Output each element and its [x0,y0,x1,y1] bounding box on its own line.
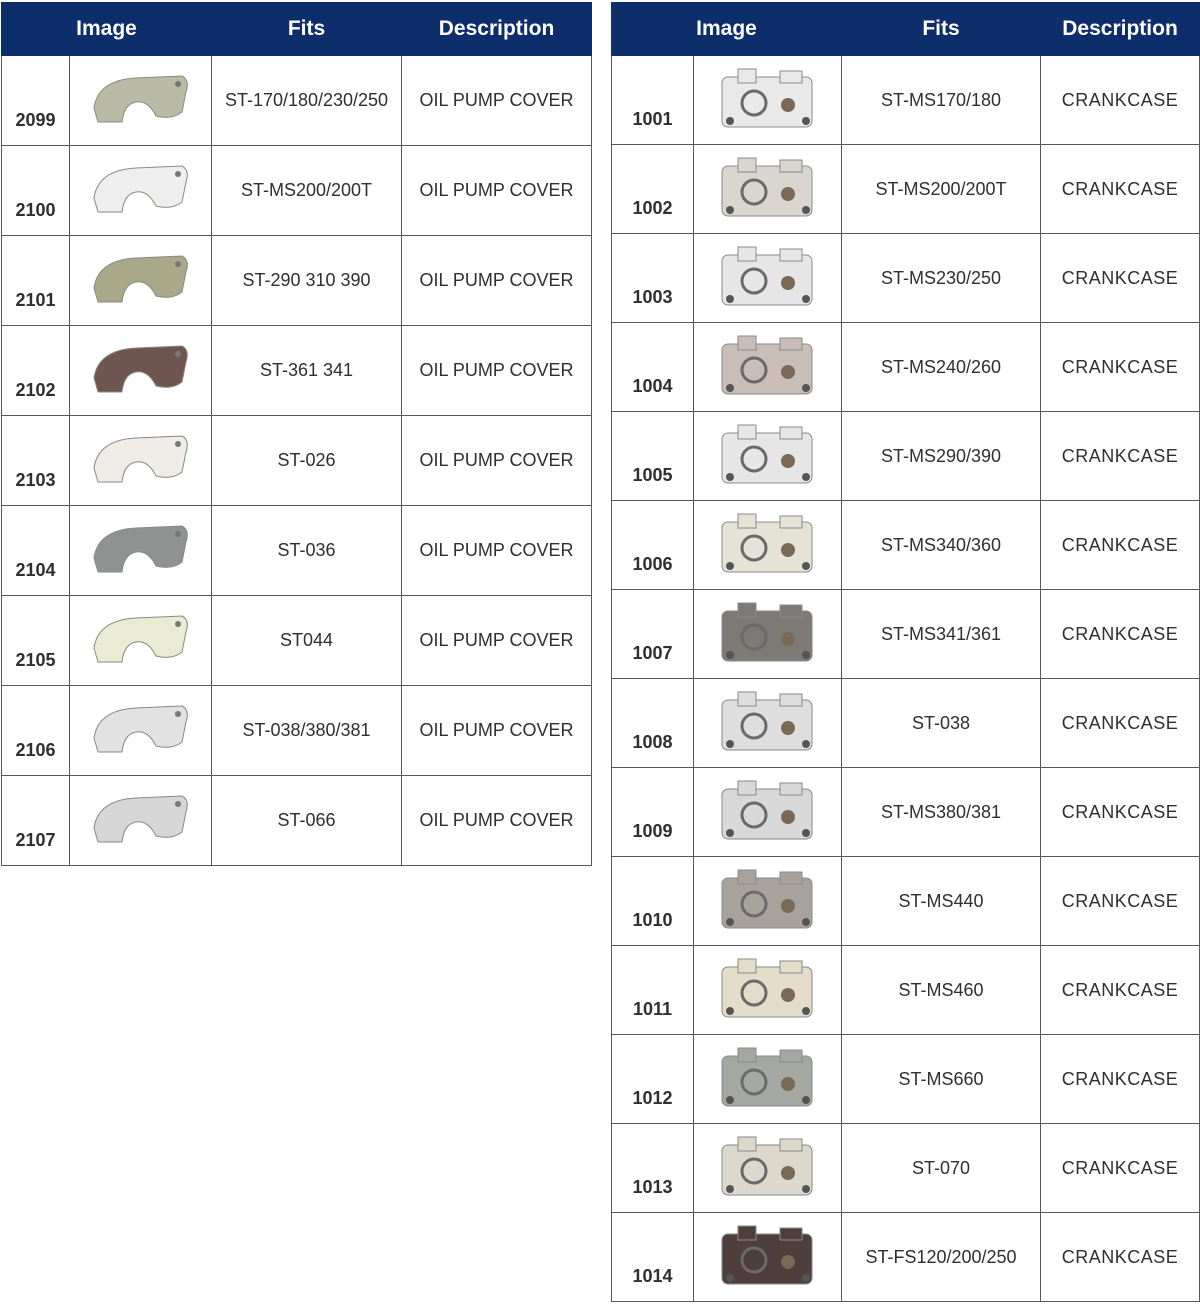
part-code: 1013 [612,1124,694,1213]
part-code: 1002 [612,145,694,234]
fits-cell: ST-MS440 [842,857,1041,946]
description-cell: CRANKCASE [1041,56,1200,145]
fits-cell: ST044 [212,596,402,686]
description-cell: CRANKCASE [1041,145,1200,234]
part-code: 1004 [612,323,694,412]
fits-cell: ST-MS660 [842,1035,1041,1124]
description-cell: OIL PUMP COVER [402,596,592,686]
fits-cell: ST-MS460 [842,946,1041,1035]
header-fits: Fits [212,3,402,56]
table-row [612,323,1200,412]
crankcase-table [611,2,1200,1302]
table-row [612,501,1200,590]
fits-cell: ST-066 [212,776,402,866]
part-code: 1007 [612,590,694,679]
description-cell: CRANKCASE [1041,946,1200,1035]
part-code: 2104 [2,506,70,596]
fits-cell: ST-038/380/381 [212,686,402,776]
part-image [70,596,212,686]
table-header-row [612,3,1200,56]
part-code: 2099 [2,56,70,146]
part-code: 1009 [612,768,694,857]
part-code: 1011 [612,946,694,1035]
fits-cell: ST-MS340/360 [842,501,1041,590]
oil-pump-cover-table [1,2,592,866]
part-code: 1006 [612,501,694,590]
part-image [694,946,842,1035]
part-code: 2105 [2,596,70,686]
fits-cell: ST-290 310 390 [212,236,402,326]
table-row [2,596,592,686]
description-cell: CRANKCASE [1041,234,1200,323]
description-cell: CRANKCASE [1041,323,1200,412]
fits-cell: ST-170/180/230/250 [212,56,402,146]
part-image [694,56,842,145]
part-code: 1005 [612,412,694,501]
fits-cell: ST-MS380/381 [842,768,1041,857]
fits-cell: ST-036 [212,506,402,596]
part-image [70,506,212,596]
table-row [2,776,592,866]
table-header-row [2,3,592,56]
part-image [694,590,842,679]
part-image [70,776,212,866]
part-image [70,416,212,506]
description-cell: CRANKCASE [1041,590,1200,679]
part-image [70,236,212,326]
table-row [612,1213,1200,1302]
description-cell: OIL PUMP COVER [402,776,592,866]
part-image [694,679,842,768]
fits-cell: ST-MS240/260 [842,323,1041,412]
table-row [612,56,1200,145]
part-code: 2107 [2,776,70,866]
part-image [70,56,212,146]
table-row [2,146,592,236]
fits-cell: ST-MS200/200T [212,146,402,236]
fits-cell: ST-FS120/200/250 [842,1213,1041,1302]
table-row [612,857,1200,946]
table-row [2,416,592,506]
part-code: 2102 [2,326,70,416]
fits-cell: ST-070 [842,1124,1041,1213]
part-image [694,1035,842,1124]
description-cell: OIL PUMP COVER [402,416,592,506]
description-cell: CRANKCASE [1041,1035,1200,1124]
description-cell: CRANKCASE [1041,679,1200,768]
table-row [612,412,1200,501]
description-cell: CRANKCASE [1041,857,1200,946]
description-cell: OIL PUMP COVER [402,506,592,596]
part-code: 1008 [612,679,694,768]
description-cell: OIL PUMP COVER [402,146,592,236]
part-image [70,686,212,776]
right-table-body [612,56,1200,1302]
part-image [70,326,212,416]
part-image [694,323,842,412]
table-row [2,506,592,596]
fits-cell: ST-MS341/361 [842,590,1041,679]
description-cell: CRANKCASE [1041,501,1200,590]
header-image: Image [2,3,212,56]
fits-cell: ST-MS230/250 [842,234,1041,323]
table-row [2,56,592,146]
description-cell: CRANKCASE [1041,412,1200,501]
part-code: 2101 [2,236,70,326]
part-image [694,1213,842,1302]
part-code: 2106 [2,686,70,776]
table-row [612,768,1200,857]
part-code: 1001 [612,56,694,145]
part-image [694,412,842,501]
description-cell: CRANKCASE [1041,768,1200,857]
part-image [70,146,212,236]
part-image [694,145,842,234]
description-cell: CRANKCASE [1041,1124,1200,1213]
part-image [694,768,842,857]
description-cell: OIL PUMP COVER [402,56,592,146]
table-row [2,686,592,776]
header-fits: Fits [842,3,1041,56]
fits-cell: ST-MS170/180 [842,56,1041,145]
fits-cell: ST-MS290/390 [842,412,1041,501]
part-image [694,857,842,946]
part-code: 1012 [612,1035,694,1124]
part-image [694,234,842,323]
description-cell: CRANKCASE [1041,1213,1200,1302]
table-row [612,679,1200,768]
part-code: 1003 [612,234,694,323]
left-table-body [2,56,592,866]
part-image [694,501,842,590]
table-row [2,326,592,416]
table-row [612,234,1200,323]
fits-cell: ST-026 [212,416,402,506]
part-code: 2103 [2,416,70,506]
fits-cell: ST-MS200/200T [842,145,1041,234]
header-description: Description [402,3,592,56]
description-cell: OIL PUMP COVER [402,326,592,416]
description-cell: OIL PUMP COVER [402,686,592,776]
table-row [612,946,1200,1035]
header-image: Image [612,3,842,56]
table-row [2,236,592,326]
part-code: 1014 [612,1213,694,1302]
table-row [612,1124,1200,1213]
table-row [612,1035,1200,1124]
fits-cell: ST-038 [842,679,1041,768]
part-code: 1010 [612,857,694,946]
table-row [612,590,1200,679]
part-code: 2100 [2,146,70,236]
description-cell: OIL PUMP COVER [402,236,592,326]
table-row [612,145,1200,234]
fits-cell: ST-361 341 [212,326,402,416]
part-image [694,1124,842,1213]
header-description: Description [1041,3,1200,56]
